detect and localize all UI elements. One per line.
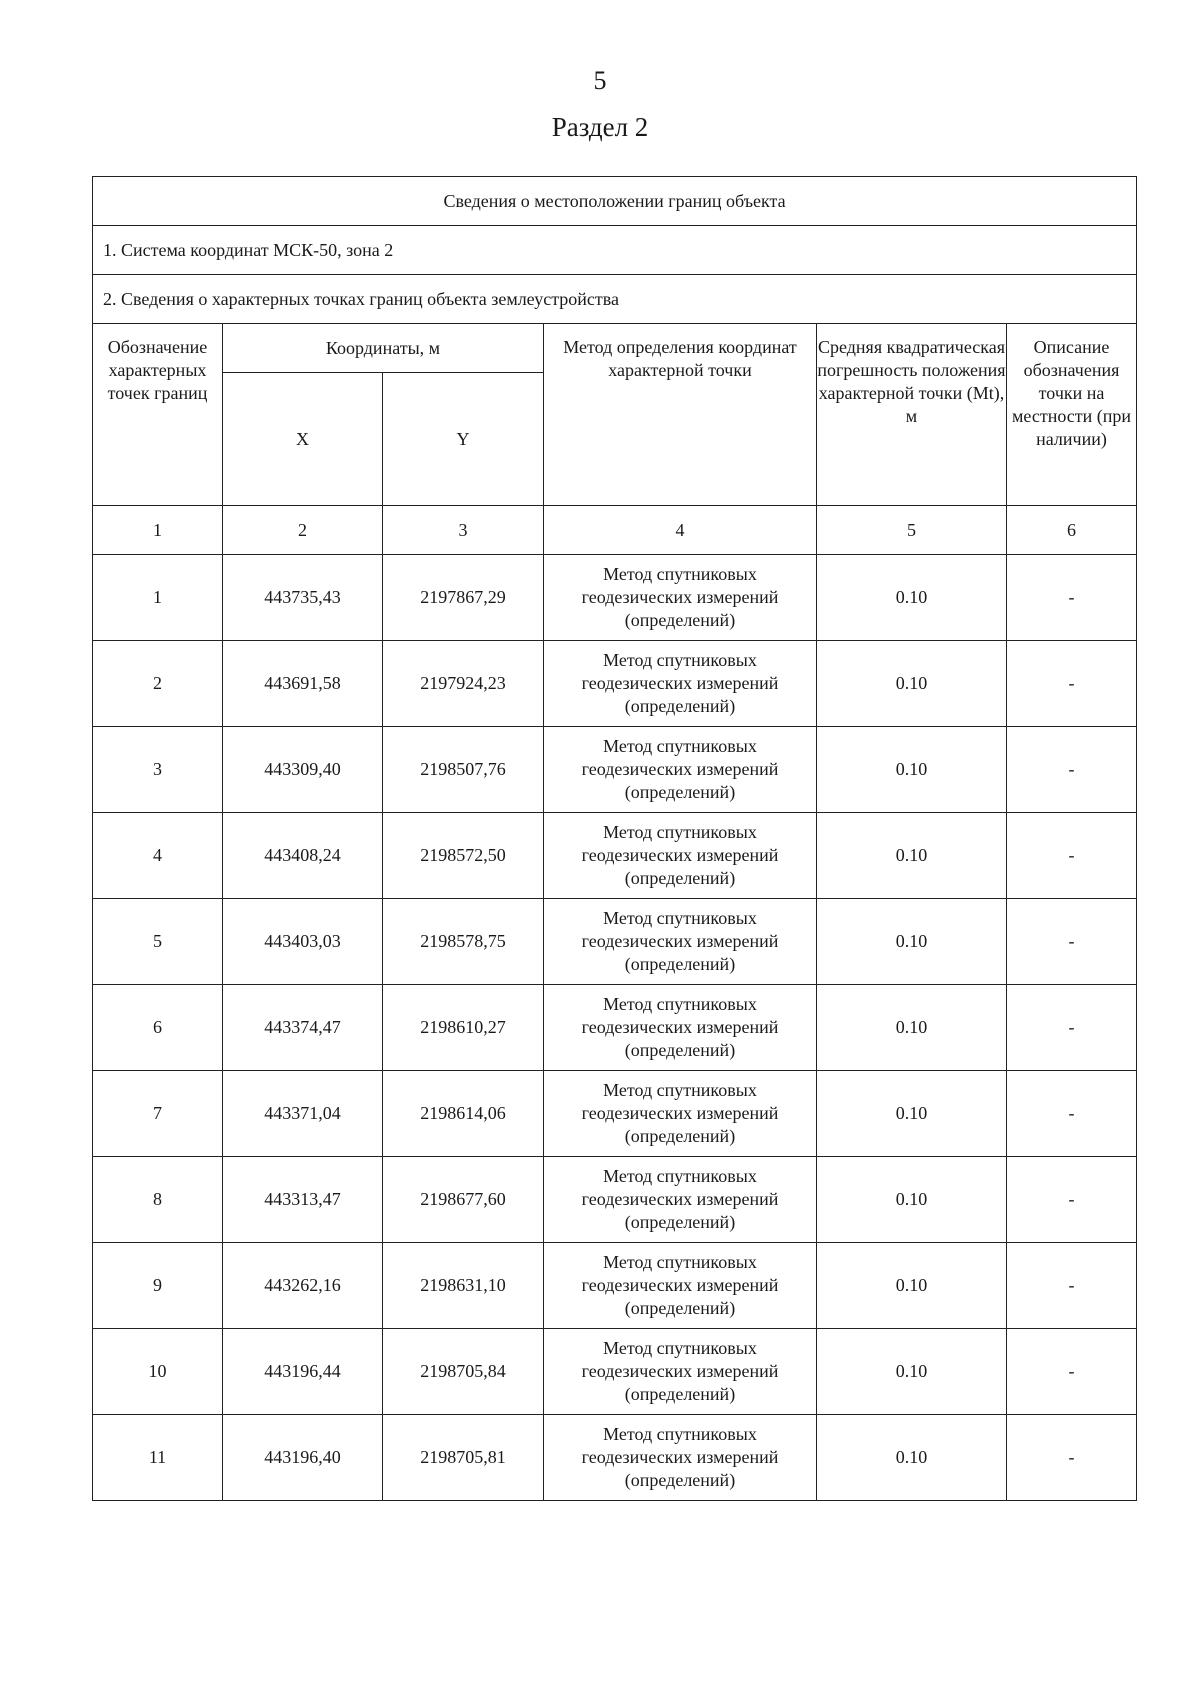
description-value: - — [1007, 727, 1137, 813]
coord-y: 2198705,84 — [383, 1329, 544, 1415]
point-number: 11 — [93, 1415, 223, 1501]
table-row — [93, 899, 1137, 985]
point-number: 1 — [93, 555, 223, 641]
method-line: Метод спутниковых — [603, 1166, 757, 1186]
column-numbers-row — [93, 506, 1137, 555]
column-number: 3 — [383, 506, 544, 555]
method-line: Метод спутниковых — [603, 1080, 757, 1100]
table-row — [93, 1071, 1137, 1157]
column-number: 1 — [93, 506, 223, 555]
table-row — [93, 1243, 1137, 1329]
table-title: Сведения о местоположении границ объекта — [93, 177, 1137, 226]
header-row-top — [93, 324, 1137, 373]
accuracy-value: 0.10 — [817, 1329, 1007, 1415]
method-line: Метод спутниковых — [603, 1252, 757, 1272]
method-line: геодезических измерений — [581, 1189, 779, 1209]
method-line: геодезических измерений — [581, 1275, 779, 1295]
accuracy-value: 0.10 — [817, 727, 1007, 813]
accuracy-value: 0.10 — [817, 899, 1007, 985]
method-line: геодезических измерений — [581, 1447, 779, 1467]
method-line: (определений) — [624, 610, 736, 630]
method-cell — [544, 1329, 817, 1415]
method-cell — [544, 1157, 817, 1243]
coord-y: 2197924,23 — [383, 641, 544, 727]
header-point-designation: Обозначение характерных точек границ — [93, 324, 223, 506]
accuracy-value: 0.10 — [817, 1243, 1007, 1329]
description-value: - — [1007, 1071, 1137, 1157]
point-number: 6 — [93, 985, 223, 1071]
coord-y: 2197867,29 — [383, 555, 544, 641]
method-line: Метод спутниковых — [603, 908, 757, 928]
coordinate-system: 1. Система координат МСК-50, зона 2 — [93, 226, 1137, 275]
method-line: геодезических измерений — [581, 759, 779, 779]
method-line: геодезических измерений — [581, 1017, 779, 1037]
method-line: (определений) — [624, 1040, 736, 1060]
method-line: геодезических измерений — [581, 931, 779, 951]
column-number: 4 — [544, 506, 817, 555]
header-y: Y — [383, 373, 544, 506]
accuracy-value: 0.10 — [817, 985, 1007, 1071]
description-value: - — [1007, 555, 1137, 641]
coord-y: 2198572,50 — [383, 813, 544, 899]
coord-x: 443313,47 — [223, 1157, 383, 1243]
method-line: (определений) — [624, 696, 736, 716]
table-row — [93, 1415, 1137, 1501]
header-method: Метод определения координат характерной точки — [544, 324, 817, 506]
header-description: Описание обозначения точки на местности (при наличии) — [1007, 324, 1137, 506]
method-cell — [544, 727, 817, 813]
coord-x: 443735,43 — [223, 555, 383, 641]
table-body — [93, 177, 1137, 1501]
method-line: Метод спутниковых — [603, 1424, 757, 1444]
description-value: - — [1007, 985, 1137, 1071]
accuracy-value: 0.10 — [817, 1071, 1007, 1157]
table-row — [93, 641, 1137, 727]
point-number: 10 — [93, 1329, 223, 1415]
point-number: 2 — [93, 641, 223, 727]
method-line: геодезических измерений — [581, 1103, 779, 1123]
point-number: 9 — [93, 1243, 223, 1329]
method-line: Метод спутниковых — [603, 994, 757, 1014]
coord-x: 443403,03 — [223, 899, 383, 985]
table-row — [93, 727, 1137, 813]
table-row — [93, 813, 1137, 899]
table-title-row — [93, 177, 1137, 226]
method-cell — [544, 985, 817, 1071]
point-number: 4 — [93, 813, 223, 899]
method-line: (определений) — [624, 782, 736, 802]
description-value: - — [1007, 1157, 1137, 1243]
header-x: X — [223, 373, 383, 506]
section-title: Раздел 2 — [551, 112, 649, 142]
method-cell — [544, 555, 817, 641]
point-number: 5 — [93, 899, 223, 985]
coord-x: 443262,16 — [223, 1243, 383, 1329]
table-row — [93, 1329, 1137, 1415]
accuracy-value: 0.10 — [817, 813, 1007, 899]
column-number: 6 — [1007, 506, 1137, 555]
page-number: 5 — [593, 66, 607, 95]
column-number: 2 — [223, 506, 383, 555]
coord-x: 443691,58 — [223, 641, 383, 727]
method-line: (определений) — [624, 954, 736, 974]
method-line: геодезических измерений — [581, 673, 779, 693]
coord-x: 443309,40 — [223, 727, 383, 813]
method-cell — [544, 1071, 817, 1157]
point-number: 7 — [93, 1071, 223, 1157]
coord-y: 2198578,75 — [383, 899, 544, 985]
method-line: Метод спутниковых — [603, 650, 757, 670]
method-line: (определений) — [624, 1212, 736, 1232]
coord-x: 443408,24 — [223, 813, 383, 899]
method-line: геодезических измерений — [581, 1361, 779, 1381]
header-coordinates: Координаты, м — [223, 324, 544, 373]
method-cell — [544, 813, 817, 899]
boundary-points-table — [92, 176, 1137, 1501]
method-line: (определений) — [624, 1470, 736, 1490]
accuracy-value: 0.10 — [817, 1415, 1007, 1501]
points-heading: 2. Сведения о характерных точках границ объекта землеустройства — [93, 275, 1137, 324]
coord-y: 2198507,76 — [383, 727, 544, 813]
coord-x: 443371,04 — [223, 1071, 383, 1157]
method-line: Метод спутниковых — [603, 564, 757, 584]
method-line: (определений) — [624, 1384, 736, 1404]
coord-x: 443196,40 — [223, 1415, 383, 1501]
coord-y: 2198614,06 — [383, 1071, 544, 1157]
method-cell — [544, 641, 817, 727]
method-line: геодезических измерений — [581, 845, 779, 865]
accuracy-value: 0.10 — [817, 1157, 1007, 1243]
coord-x: 443196,44 — [223, 1329, 383, 1415]
method-line: (определений) — [624, 1298, 736, 1318]
coord-y: 2198705,81 — [383, 1415, 544, 1501]
coordinate-system-row — [93, 226, 1137, 275]
method-line: геодезических измерений — [581, 587, 779, 607]
method-line: (определений) — [624, 1126, 736, 1146]
header-accuracy: Средняя квадратическая погрешность положения характерной точки (Mt), м — [817, 324, 1007, 506]
accuracy-value: 0.10 — [817, 555, 1007, 641]
description-value: - — [1007, 1415, 1137, 1501]
method-cell — [544, 1243, 817, 1329]
coord-y: 2198631,10 — [383, 1243, 544, 1329]
method-line: Метод спутниковых — [603, 822, 757, 842]
method-cell — [544, 1415, 817, 1501]
description-value: - — [1007, 641, 1137, 727]
description-value: - — [1007, 813, 1137, 899]
column-number: 5 — [817, 506, 1007, 555]
coord-y: 2198677,60 — [383, 1157, 544, 1243]
table-row — [93, 985, 1137, 1071]
method-cell — [544, 899, 817, 985]
accuracy-value: 0.10 — [817, 641, 1007, 727]
table-row — [93, 555, 1137, 641]
method-line: (определений) — [624, 868, 736, 888]
point-number: 3 — [93, 727, 223, 813]
description-value: - — [1007, 1329, 1137, 1415]
method-line: Метод спутниковых — [603, 736, 757, 756]
description-value: - — [1007, 899, 1137, 985]
coord-x: 443374,47 — [223, 985, 383, 1071]
points-heading-row — [93, 275, 1137, 324]
table-row — [93, 1157, 1137, 1243]
point-number: 8 — [93, 1157, 223, 1243]
description-value: - — [1007, 1243, 1137, 1329]
method-line: Метод спутниковых — [603, 1338, 757, 1358]
coord-y: 2198610,27 — [383, 985, 544, 1071]
